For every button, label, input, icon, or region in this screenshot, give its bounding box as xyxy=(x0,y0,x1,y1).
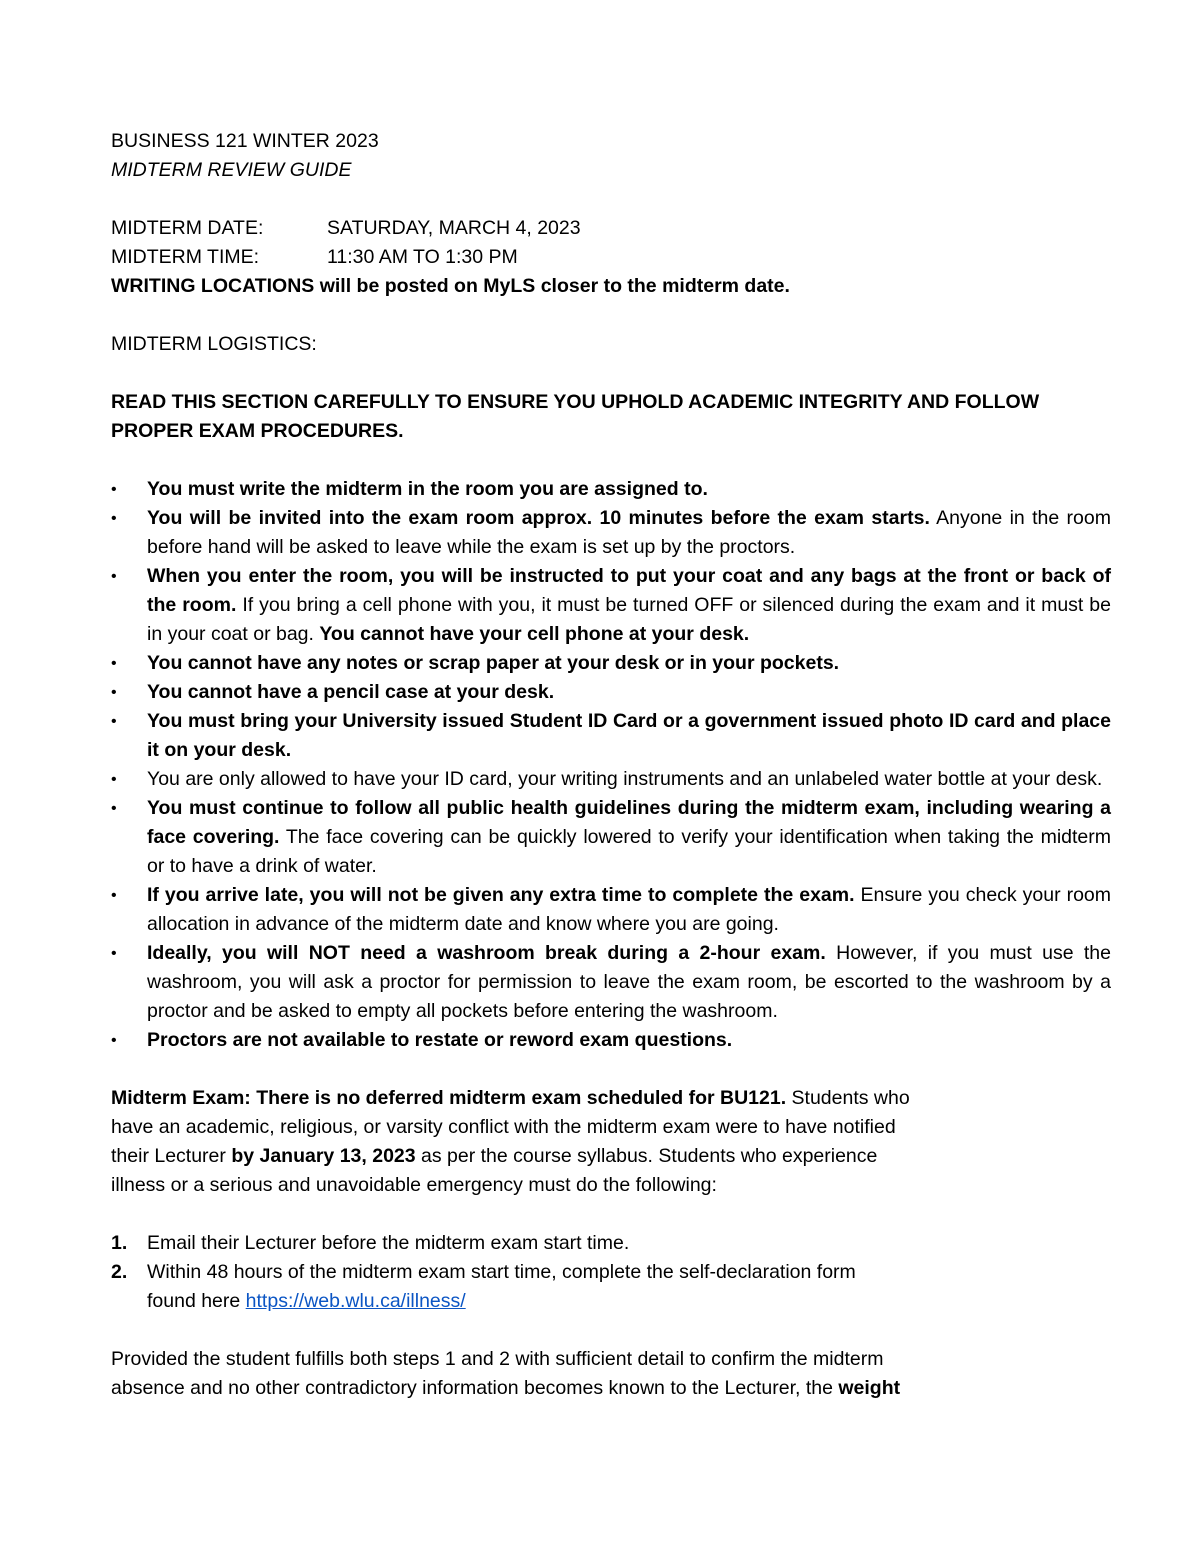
bullet-icon: • xyxy=(111,771,117,788)
spacer xyxy=(111,446,1111,475)
midterm-date-label: MIDTERM DATE: xyxy=(111,217,264,239)
step-text-prefix: found here xyxy=(147,1290,246,1312)
deferred-exam-text: Students who xyxy=(786,1087,910,1109)
rule-text: If you bring a cell phone with you, it must be turned OFF or silenced during the exam and it must be in your coat or bag. xyxy=(147,594,1111,645)
rule-text: However, if you must use the washroom, you will ask a proctor for permission to leave the exam room, be escorted to the washroom by a proctor and be asked to empty all pockets before entering the washroom. xyxy=(147,942,1111,1022)
spacer xyxy=(111,1055,1111,1084)
rule-text: Anyone in the room before hand will be asked to leave while the exam is set up by the proctors. xyxy=(147,507,1111,558)
rule-bold-text: You must continue to follow all public health guidelines during the midterm exam, including wearing a face covering. xyxy=(147,797,1111,848)
course-title: BUSINESS 121 WINTER 2023 xyxy=(111,130,379,152)
deferred-exam-paragraph xyxy=(111,1084,1111,1200)
closing-bold: weight xyxy=(838,1377,901,1399)
bullet-icon: • xyxy=(111,800,117,817)
paragraph-line: Provided the student fulfills both steps 1 and 2 with sufficient detail to confirm the midterm xyxy=(111,1348,884,1370)
paragraph-line: have an academic, religious, or varsity conflict with the midterm exam were to have notified xyxy=(111,1116,896,1138)
list-item xyxy=(111,475,1111,504)
rule-bold-text: You cannot have any notes or scrap paper at your desk or in your pockets. xyxy=(147,652,840,674)
bullet-icon: • xyxy=(111,655,117,672)
rule-bold-text: You must write the midterm in the room you are assigned to. xyxy=(147,478,708,500)
writing-locations-note: WRITING LOCATIONS will be posted on MyLS closer to the midterm date. xyxy=(111,275,790,297)
step-text: Email their Lecturer before the midterm exam start time. xyxy=(147,1232,630,1254)
closing-paragraph xyxy=(111,1345,1111,1403)
rule-bold-text: When you enter the room, you will be instructed to put your coat and any bags at the front or back of the room. xyxy=(147,565,1111,616)
integrity-warning-line-2: PROPER EXAM PROCEDURES. xyxy=(111,420,404,442)
list-item xyxy=(111,678,1111,707)
rule-bold-text-2: You cannot have your cell phone at your desk. xyxy=(319,623,750,645)
spacer xyxy=(111,185,1111,214)
bullet-icon: • xyxy=(111,713,117,730)
list-item xyxy=(111,794,1111,881)
rule-bold-text: If you arrive late, you will not be given any extra time to complete the exam. xyxy=(147,884,855,906)
step-text-line-2 xyxy=(147,1287,1111,1316)
bullet-icon: • xyxy=(111,684,117,701)
logistics-heading: MIDTERM LOGISTICS: xyxy=(111,333,317,355)
midterm-time-row xyxy=(111,243,1111,272)
list-item xyxy=(111,649,1111,678)
list-item xyxy=(111,504,1111,562)
deferred-deadline: by January 13, 2023 xyxy=(231,1145,416,1167)
logistics-rules-list xyxy=(111,475,1111,1055)
rule-bold-text: Ideally, you will NOT need a washroom break during a 2-hour exam. xyxy=(147,942,826,964)
paragraph-line xyxy=(111,1374,1111,1403)
illness-form-link[interactable]: https://web.wlu.ca/illness/ xyxy=(245,1290,466,1312)
paragraph-line xyxy=(111,1084,1111,1113)
rule-text: The face covering can be quickly lowered to verify your identification when taking the midterm or to have a drink of water. xyxy=(147,826,1112,877)
bullet-icon: • xyxy=(111,1032,117,1049)
document-subtitle: MIDTERM REVIEW GUIDE xyxy=(111,159,352,181)
closing-text: absence and no other contradictory information becomes known to the Lecturer, the xyxy=(111,1377,839,1399)
bullet-icon: • xyxy=(111,887,117,904)
list-item xyxy=(111,939,1111,1026)
integrity-warning-line-1: READ THIS SECTION CAREFULLY TO ENSURE YOU UPHOLD ACADEMIC INTEGRITY AND FOLLOW xyxy=(111,391,1040,413)
list-item xyxy=(111,562,1111,649)
rule-text: You are only allowed to have your ID card, your writing instruments and an unlabeled water bottle at your desk. xyxy=(147,768,1103,790)
bullet-icon: • xyxy=(111,568,117,585)
rule-text: Ensure you check your room allocation in advance of the midterm date and know where you are going. xyxy=(147,884,1112,935)
list-item xyxy=(111,881,1111,939)
list-item xyxy=(111,1229,1111,1258)
rule-bold-text: You cannot have a pencil case at your desk. xyxy=(147,681,555,703)
list-item xyxy=(111,707,1111,765)
list-item xyxy=(111,1026,1111,1055)
rule-bold-text: You must bring your University issued Student ID Card or a government issued photo ID card and place it on your desk. xyxy=(147,710,1111,761)
bullet-icon: • xyxy=(111,945,117,962)
spacer xyxy=(111,301,1111,330)
step-number: 1. xyxy=(111,1232,128,1254)
midterm-time-label: MIDTERM TIME: xyxy=(111,246,260,268)
paragraph-line: illness or a serious and unavoidable emergency must do the following: xyxy=(111,1174,717,1196)
rule-bold-text: You will be invited into the exam room approx. 10 minutes before the exam starts. xyxy=(147,507,930,529)
paragraph-line xyxy=(111,1142,1111,1171)
midterm-date-row xyxy=(111,214,1111,243)
deferred-text-b: as per the course syllabus. Students who experience xyxy=(415,1145,878,1167)
bullet-icon: • xyxy=(111,481,117,498)
step-text: Within 48 hours of the midterm exam start time, complete the self-declaration form xyxy=(147,1261,856,1283)
midterm-time-value: 11:30 AM TO 1:30 PM xyxy=(327,246,518,268)
spacer xyxy=(111,1316,1111,1345)
list-item xyxy=(111,1258,1111,1316)
deferred-text-a: their Lecturer xyxy=(111,1145,232,1167)
spacer xyxy=(111,1200,1111,1229)
deferred-exam-bold: Midterm Exam: There is no deferred midterm exam scheduled for BU121. xyxy=(111,1087,787,1109)
step-number: 2. xyxy=(111,1261,128,1283)
spacer xyxy=(111,359,1111,388)
document-content xyxy=(111,127,1111,1403)
bullet-icon: • xyxy=(111,510,117,527)
midterm-date-value: SATURDAY, MARCH 4, 2023 xyxy=(327,217,581,239)
rule-bold-text: Proctors are not available to restate or reword exam questions. xyxy=(147,1029,733,1051)
steps-list xyxy=(111,1229,1111,1316)
list-item xyxy=(111,765,1111,794)
